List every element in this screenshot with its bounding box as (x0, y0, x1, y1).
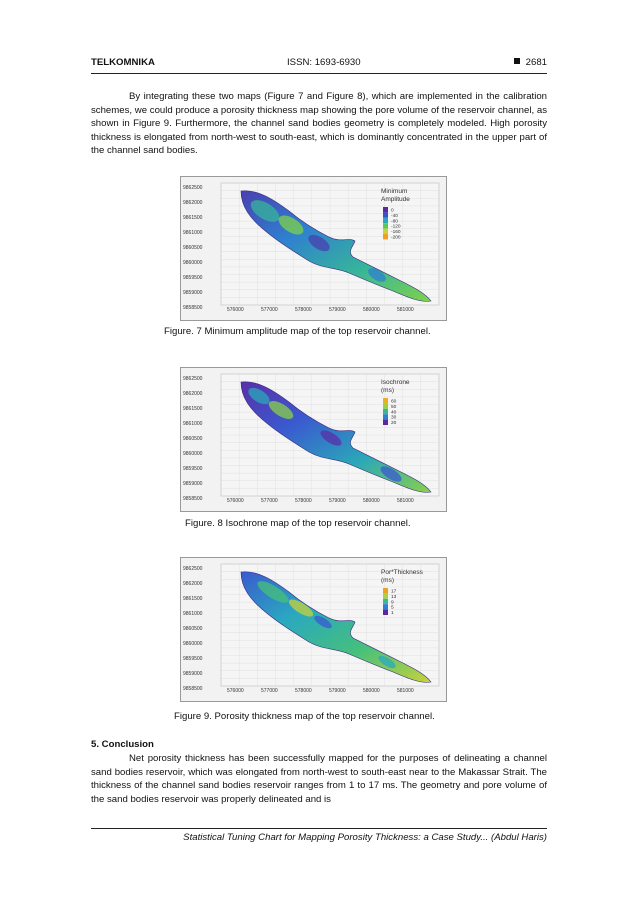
x-tick-label: 577000 (261, 688, 278, 694)
y-tick-label: 9859500 (183, 466, 203, 472)
legend-title: (ms) (381, 577, 394, 584)
section-heading: 5. Conclusion (91, 739, 154, 750)
page-number (514, 57, 547, 68)
legend-label: 9 (391, 600, 394, 606)
x-tick-label: 576000 (227, 498, 244, 504)
x-tick-label: 579000 (329, 688, 346, 694)
y-tick-label: 9861000 (183, 421, 203, 427)
channel-map-svg (181, 177, 446, 320)
legend-label: 1 (391, 611, 394, 617)
y-tick-label: 9859000 (183, 671, 203, 677)
x-tick-label: 579000 (329, 307, 346, 313)
x-tick-label: 578000 (295, 688, 312, 694)
y-tick-label: 9859500 (183, 275, 203, 281)
y-tick-label: 9860500 (183, 245, 203, 251)
y-tick-label: 9862500 (183, 376, 203, 382)
legend-label: 17 (391, 589, 397, 595)
y-tick-label: 9859000 (183, 481, 203, 487)
legend-swatch (383, 398, 388, 403)
legend-label: 0 (391, 208, 394, 214)
x-tick-label: 581000 (397, 498, 414, 504)
paragraph-intro: By integrating these two maps (Figure 7 and Figure 8), which are implemented in the calibration schemes, we could produce a porosity thickness map showing the pore volume of the reservoir channel, as shown in Figure 9. Furthermore, the channel sand bodies geometry is completely modeled. High porosity thickness is elongated from north-west to south-east, which is dominantly concentrated in the upper part of the channel sand bodies. (91, 91, 547, 156)
x-tick-label: 577000 (261, 307, 278, 313)
legend-label: -40 (391, 213, 398, 219)
legend-label: 5 (391, 605, 394, 611)
y-tick-label: 9858500 (183, 686, 203, 692)
y-tick-label: 9859500 (183, 656, 203, 662)
x-tick-label: 578000 (295, 498, 312, 504)
y-tick-label: 9861500 (183, 215, 203, 221)
x-tick-label: 581000 (397, 688, 414, 694)
square-bullet-icon (514, 58, 520, 64)
legend-swatch (383, 207, 388, 212)
x-tick-label: 577000 (261, 498, 278, 504)
legend-swatch (383, 234, 388, 239)
legend-swatch (383, 223, 388, 228)
x-tick-label: 580000 (363, 498, 380, 504)
legend-label: 60 (391, 399, 397, 405)
legend-label: -160 (391, 230, 401, 236)
legend-swatch (383, 610, 388, 615)
legend-label: -200 (391, 235, 401, 241)
legend-label: -120 (391, 224, 401, 230)
legend-title: (ms) (381, 387, 394, 394)
y-tick-label: 9860000 (183, 260, 203, 266)
legend-swatch (383, 212, 388, 217)
x-tick-label: 581000 (397, 307, 414, 313)
y-tick-label: 9862000 (183, 391, 203, 397)
figure-7-caption: Figure. 7 Minimum amplitude map of the top reservoir channel. (164, 326, 431, 337)
y-tick-label: 9862500 (183, 185, 203, 191)
legend-label: 30 (391, 415, 397, 421)
figure-9-caption: Figure 9. Porosity thickness map of the top reservoir channel. (174, 711, 435, 722)
y-tick-label: 9860500 (183, 626, 203, 632)
x-tick-label: 576000 (227, 307, 244, 313)
legend-label: 20 (391, 421, 397, 427)
legend-label: -80 (391, 219, 398, 225)
y-tick-label: 9862500 (183, 566, 203, 572)
legend-swatch (383, 593, 388, 598)
x-tick-label: 580000 (363, 307, 380, 313)
x-tick-label: 580000 (363, 688, 380, 694)
y-tick-label: 9862000 (183, 581, 203, 587)
issn: ISSN: 1693-6930 (287, 57, 361, 68)
y-tick-label: 9861500 (183, 406, 203, 412)
page-number-text: 2681 (525, 57, 547, 68)
journal-name: TELKOMNIKA (91, 57, 155, 68)
y-tick-label: 9861500 (183, 596, 203, 602)
channel-map-svg (181, 558, 446, 701)
y-tick-label: 9860000 (183, 451, 203, 457)
legend-swatch (383, 403, 388, 408)
figure-8-caption: Figure. 8 Isochrone map of the top reservoir channel. (185, 518, 411, 529)
header-rule (91, 73, 547, 74)
running-footer: Statistical Tuning Chart for Mapping Porosity Thickness: a Case Study... (Abdul Haris) (183, 832, 547, 843)
legend-title: Por*Thickness (381, 569, 423, 576)
legend-label: 50 (391, 404, 397, 410)
x-tick-label: 578000 (295, 307, 312, 313)
figure-9 (180, 557, 447, 702)
paragraph-conclusion: Net porosity thickness has been successfully mapped for the purposes of delineating a channel sand bodies reservoir, which was elongated from north-west to south-east near to the Makassar Strait. The thickness of the channel sand bodies reservoir ranges from 1 to 17 ms. The geometry and pore volume of the sand bodies reservoir was properly delineated and is (91, 753, 547, 805)
y-tick-label: 9859000 (183, 290, 203, 296)
figure-8 (180, 367, 447, 512)
y-tick-label: 9861000 (183, 611, 203, 617)
legend-title: Minimum (381, 188, 408, 195)
y-tick-label: 9858500 (183, 305, 203, 311)
channel-map-svg (181, 368, 446, 511)
y-tick-label: 9860000 (183, 641, 203, 647)
legend-swatch (383, 604, 388, 609)
legend-title: Isochrone (381, 379, 410, 386)
legend-swatch (383, 414, 388, 419)
legend-label: 40 (391, 410, 397, 416)
legend-label: 13 (391, 594, 397, 600)
footer-rule (91, 828, 547, 829)
legend-swatch (383, 588, 388, 593)
x-tick-label: 576000 (227, 688, 244, 694)
legend-swatch (383, 409, 388, 414)
y-tick-label: 9862000 (183, 200, 203, 206)
figure-7 (180, 176, 447, 321)
legend-swatch (383, 229, 388, 234)
legend-title: Amplitude (381, 196, 410, 203)
y-tick-label: 9860500 (183, 436, 203, 442)
x-tick-label: 579000 (329, 498, 346, 504)
legend-swatch (383, 218, 388, 223)
running-header (91, 57, 547, 73)
legend-swatch (383, 599, 388, 604)
y-tick-label: 9861000 (183, 230, 203, 236)
y-tick-label: 9858500 (183, 496, 203, 502)
legend-swatch (383, 420, 388, 425)
